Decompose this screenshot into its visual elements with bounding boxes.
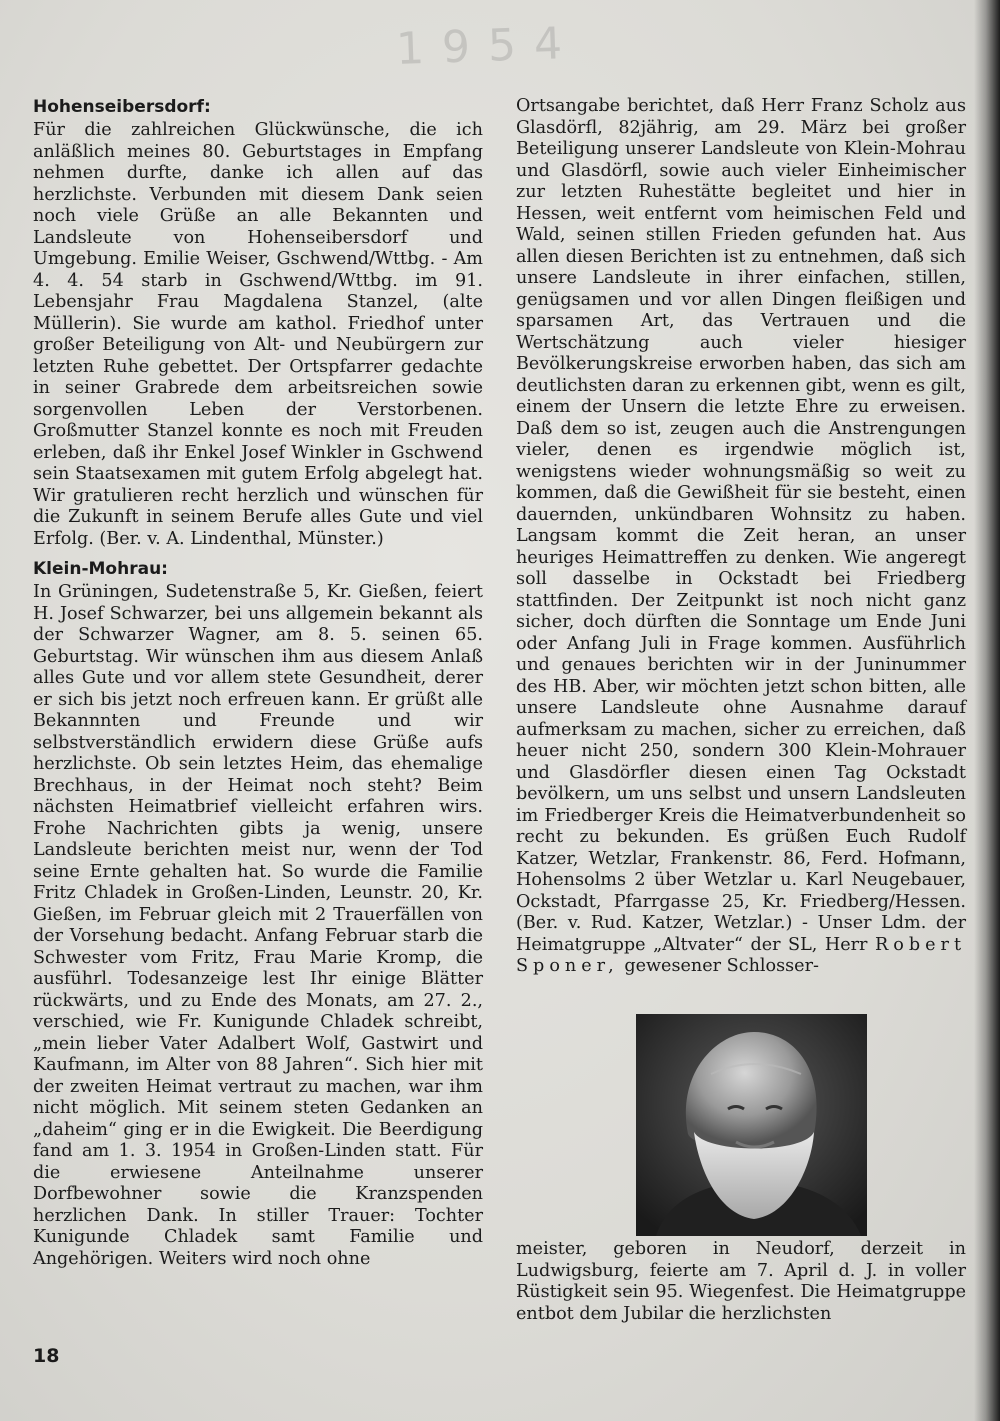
section-text-klein-mohrau: In Grüningen, Sudetenstraße 5, Kr. Gießen, feiert H. Josef Schwarzer, bei uns allgemein bekannt als der Schwarzer Wagner, am 8. 5. seinen 65. Geburtstag. Wir wünschen ihm aus diesem Anlaß alles Gute und vor allem stete Gesundheit, derer er sich bis jetzt noch erfreuen kann. Er grüßt alle Bekannnten und Freunde und wir selbstverständlich erwidern diese Grüße aufs herzlichste. Ob sein letztes Heim, das ehemalige Brechhaus, in der Heimat noch steht? Beim nächsten Heimatbrief vielleicht erfahren wirs. Frohe Nachrichten gibts ja wenig, unsere Landsleute berichten meist nur, wenn der Tod seine Ernte gehalten hat. So wurde die Familie Fritz Chladek in Großen-Linden, Leunstr. 20, Kr. Gießen, im Februar gleich mit 2 Trauerfällen von der Vorsehung bedacht. Anfang Februar starb die Schwester vom Fritz, Frau Marie Kromp, die ausführl. Todesanzeige lest Ihr einige Blätter rückwärts, und zu Ende des Monats, am 27. 2., verschied, wie Fr. Kunigunde Chladek schreibt, „mein lieber Vater Adalbert Wolf, Gastwirt und Kaufmann, im Alter von 88 Jahren“. Sich hier mit der zweiten Heimat vertraut zu machen, war ihm nicht möglich. Mit seinem steten Gedanken an „daheim“ ging er in die Ewigkeit. Die Beerdigung fand am 1. 3. 1954 in Großen-Linden statt. Für die erwiesene Anteilnahme unserer Dorfbewohner sowie die Kranzspenden herzlichen Dank. In stiller Trauer: Tochter Kunigunde Chladek samt Familie und Angehörigen. Weiters wird noch ohne	[33, 582, 483, 1269]
right-column-text	[516, 96, 966, 978]
page-number: 18	[33, 1345, 60, 1367]
section-text-hohenseibersdorf: Für die zahlreichen Glückwünsche, die ich anläßlich meines 80. Geburtstages in Empfang nehmen durfte, danke ich allen auf das herzlichste. Verbunden mit diesem Dank seien noch viele Grüße an alle Bekannten und Landsleute von Hohenseibersdorf und Umgebung. Emilie Weiser, Gschwend/Wttbg. - Am 4. 4. 54 starb in Gschwend/Wttbg. im 91. Lebensjahr Frau Magdalena Stanzel, (alte Müllerin). Sie wurde am kathol. Friedhof unter großer Beteiligung von Alt- und Neubürgern zur letzten Ruhe gebettet. Der Ortspfarrer gedachte in seiner Grabrede dem arbeitsreichen sowie sorgenvollen Leben der Verstorbenen. Großmutter Stanzel konnte es noch mit Freuden erleben, daß ihr Enkel Josef Winkler in Gschwend sein Staatsexamen mit gutem Erfolg abgelegt hat. Wir gratulieren recht herzlich und wünschen für die Zukunft in seinem Berufe alles Gute und viel Erfolg. (Ber. v. A. Lindenthal, Münster.)	[33, 120, 483, 549]
section-heading-klein-mohrau: Klein-Mohrau:	[33, 559, 168, 579]
right-column-continuation: meister, geboren in Neudorf, derzeit in Ludwigsburg, feierte am 7. April d. J. in voller Rüstigkeit sein 95. Wiegenfest. Die Heimatgruppe entbot dem Jubilar die herzlichsten	[516, 1239, 966, 1324]
left-column	[33, 96, 483, 1270]
binding-shadow	[974, 0, 1000, 1421]
right-column	[516, 96, 966, 978]
year-stamp: 1954	[395, 17, 581, 75]
portrait-photo	[636, 1014, 867, 1236]
person-name-spaced: Robert Sponer,	[516, 934, 967, 976]
section-heading-hohenseibersdorf: Hohenseibersdorf:	[33, 97, 211, 117]
portrait-image	[636, 1014, 867, 1236]
right-column-name-continuation: gewesener Schlosser-	[618, 956, 819, 976]
right-column-main-text: Ortsangabe berichtet, daß Herr Franz Scholz aus Glasdörfl, 82jährig, am 29. März bei großer Beteiligung unserer Landsleute von Klein-Mohrau und Glasdörfl, sowie auch vieler Einheimischer zur letzten Ruhestätte begleitet und hier in Hessen, weit entfernt vom heimischen Feld und Wald, seinen stillen Frieden gefunden hat. Aus allen diesen Berichten ist zu entnehmen, daß sich unsere Landsleute in ihrer einfachen, stillen, genügsamen und vor allen Dingen fleißigen und sparsamen Art, das Vertrauen und die Wertschätzung auch vieler hiesiger Bevölkerungskreise erworben haben, das sich am deutlichsten daran zu erkennen gibt, wenn es gilt, einem der Unsern die letzte Ehre zu erweisen. Daß dem so ist, zeugen auch die Anstrengungen vieler, denen es irgendwie möglich ist, wenigstens wieder wohnungsmäßig so weit zu kommen, daß die Gewißheit für sie besteht, einen dauernden, unkündbaren Wohnsitz zu haben. Langsam kommt die Zeit heran, an unser heuriges Heimattreffen zu denken. Wie angeregt soll dasselbe in Ockstadt bei Friedberg stattfinden. Der Zeitpunkt ist noch nicht ganz sicher, doch dürften die Sonntage um Ende Juni oder Anfang Juli in Frage kommen. Ausführlich und genaues berichten wir in der Juninummer des HB. Aber, wir möchten jetzt schon bitten, alle unsere Landsleute ohne Ausnahme darauf aufmerksam zu machen, sicher zu erreichen, daß heuer nicht 250, sondern 300 Klein-Mohrauer und Glasdörfler diesen einen Tag Ockstadt bevölkern, um uns selbst und unsern Landsleuten im Friedberger Kreis die Heimatverbundenheit so recht zu bekunden. Es grüßen Euch Rudolf Katzer, Wetzlar, Frankenstr. 86, Ferd. Hofmann, Hohensolms 2 über Wetzlar u. Karl Neugebauer, Ockstadt, Pfarrgasse 25, Kr. Friedberg/Hessen. (Ber. v. Rud. Katzer, Wetzlar.) - Unser Ldm. der Heimatgruppe „Altvater“ der SL, Herr	[516, 96, 966, 955]
